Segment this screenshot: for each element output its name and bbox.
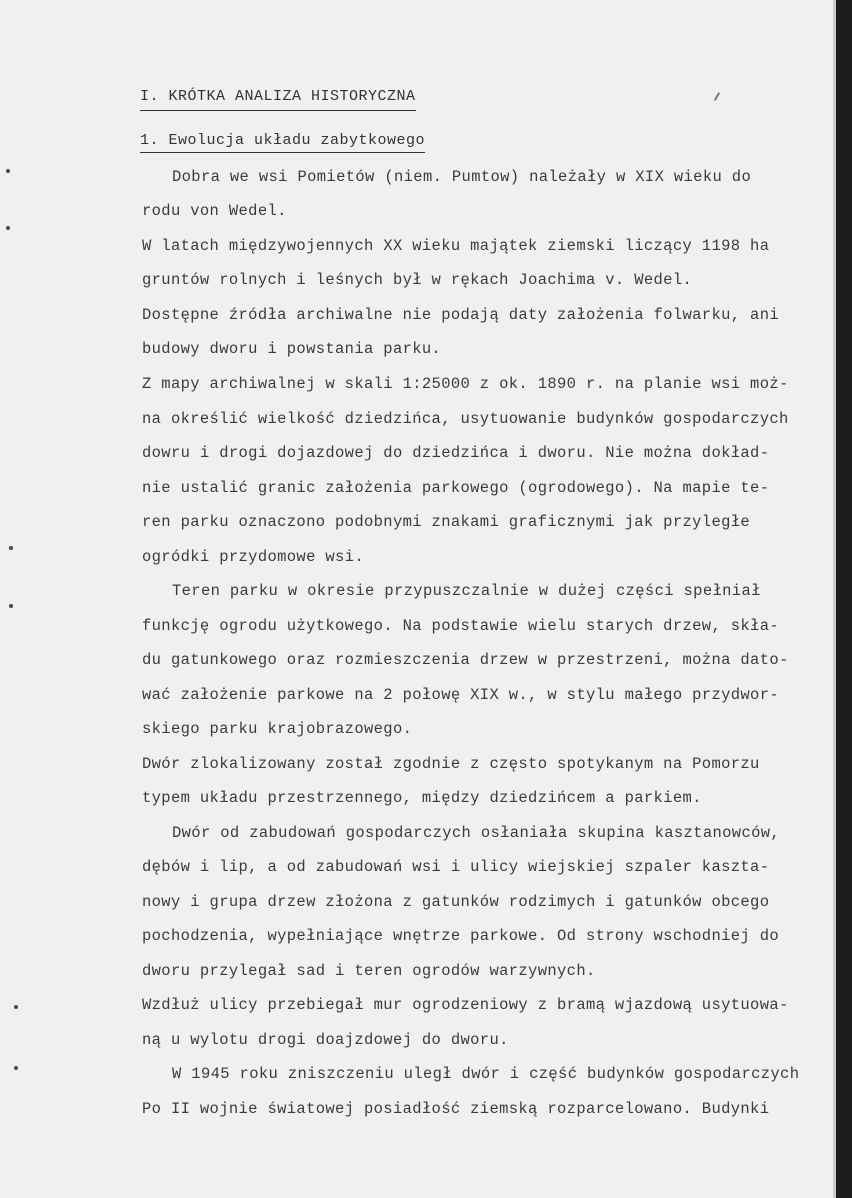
margin-mark xyxy=(14,1005,18,1009)
text-line: dworu przylegał sad i teren ogrodów warzywnych. xyxy=(142,962,596,980)
text-line: funkcję ogrodu użytkowego. Na podstawie wielu starych drzew, skła- xyxy=(142,617,779,635)
text-line: Teren parku w okresie przypuszczalnie w dużej części spełniał xyxy=(172,582,761,600)
text-line: nowy i grupa drzew złożona z gatunków rodzimych i gatunków obcego xyxy=(142,893,770,911)
text-line: du gatunkowego oraz rozmieszczenia drzew w przestrzeni, można dato- xyxy=(142,651,789,669)
text-line: Dostępne źródła archiwalne nie podają daty założenia folwarku, ani xyxy=(142,306,779,324)
text-line: ren parku oznaczono podobnymi znakami graficznymi jak przyległe xyxy=(142,513,751,531)
text-line: W latach międzywojennych XX wieku majątek ziemski liczący 1198 ha xyxy=(142,237,770,255)
text-line: skiego parku krajobrazowego. xyxy=(142,720,413,738)
text-line: nie ustalić granic założenia parkowego (ogrodowego). Na mapie te- xyxy=(142,479,770,497)
page-edge xyxy=(836,0,852,1198)
text-line: pochodzenia, wypełniające wnętrze parkowe. Od strony wschodniej do xyxy=(142,927,779,945)
margin-mark xyxy=(6,226,10,230)
text-line: ną u wylotu drogi doajzdowej do dworu. xyxy=(142,1031,509,1049)
text-line: Z mapy archiwalnej w skali 1:25000 z ok. 1890 r. na planie wsi moż- xyxy=(142,375,789,393)
text-line: ogródki przydomowe wsi. xyxy=(142,548,364,566)
text-line: Dwór od zabudowań gospodarczych osłaniała skupina kasztanowców, xyxy=(172,824,781,842)
text-line: budowy dworu i powstania parku. xyxy=(142,340,442,358)
text-line: na określić wielkość dziedzińca, usytuowanie budynków gospodarczych xyxy=(142,410,789,428)
section-title: I. KRÓTKA ANALIZA HISTORYCZNA xyxy=(140,88,416,111)
margin-mark xyxy=(9,604,13,608)
margin-mark xyxy=(14,1066,18,1070)
text-line: W 1945 roku zniszczeniu uległ dwór i część budynków gospodarczych xyxy=(172,1065,800,1083)
text-line: Wzdłuż ulicy przebiegał mur ogrodzeniowy z bramą wjazdową usytuowa- xyxy=(142,996,789,1014)
text-line: typem układu przestrzennego, między dziedzińcem a parkiem. xyxy=(142,789,702,807)
text-line: Po II wojnie światowej posiadłość ziemską rozparcelowano. Budynki xyxy=(142,1100,770,1118)
text-line: Dwór zlokalizowany został zgodnie z często spotykanym na Pomorzu xyxy=(142,755,760,773)
text-line: rodu von Wedel. xyxy=(142,202,287,220)
text-line: dowru i drogi dojazdowej do dziedzińca i dworu. Nie można dokład- xyxy=(142,444,770,462)
margin-mark xyxy=(6,169,10,173)
text-line: gruntów rolnych i leśnych był w rękach Joachima v. Wedel. xyxy=(142,271,693,289)
text-line: Dobra we wsi Pomietów (niem. Pumtow) należały w XIX wieku do xyxy=(172,168,752,186)
margin-mark xyxy=(9,546,13,550)
subsection-title: 1. Ewolucja układu zabytkowego xyxy=(140,132,425,153)
text-line: wać założenie parkowe na 2 połowę XIX w., w stylu małego przydwor- xyxy=(142,686,779,704)
pen-speck xyxy=(714,92,720,101)
text-line: dębów i lip, a od zabudowań wsi i ulicy wiejskiej szpaler kaszta- xyxy=(142,858,770,876)
